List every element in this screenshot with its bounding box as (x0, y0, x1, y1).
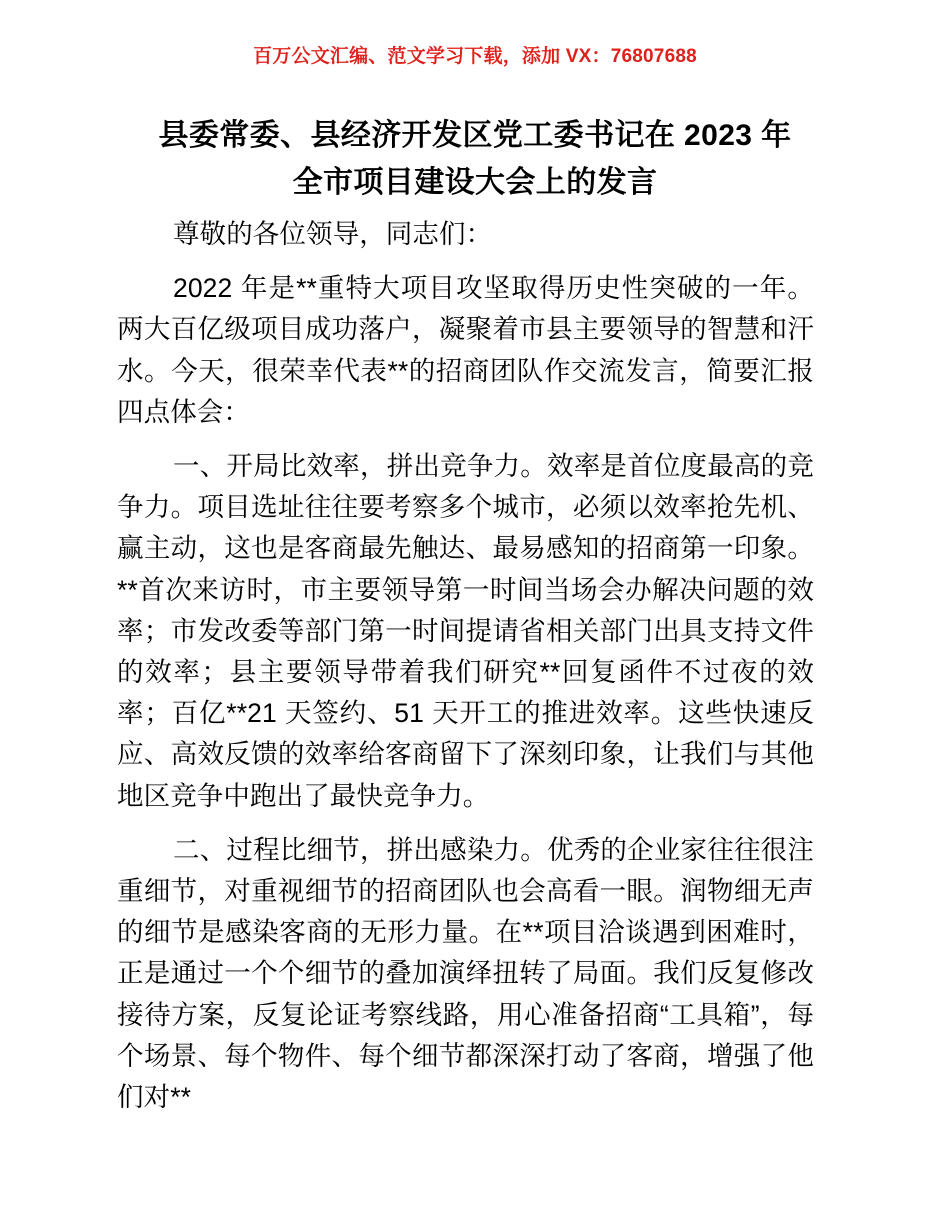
paragraph-intro: 2022 年是**重特大项目攻坚取得历史性突破的一年。两大百亿级项目成功落户，凝聚着市县主要领导的智慧和汗水。今天，很荣幸代表**的招商团队作交流发言，简要汇报四点体会： (117, 273, 814, 427)
page-title (95, 112, 855, 206)
promo-banner: 百万公文汇编、范文学习下载，添加 VX：76807688 (253, 46, 697, 67)
document-body (117, 214, 814, 1122)
paragraph-section-one: 一、开局比效率，拼出竞争力。效率是首位度最高的竞争力。项目选址往往要考察多个城市，必须以效率抢先机、赢主动，这也是客商最先触达、最易感知的招商第一印象。**首次来访时，市主要领导第一时间当场会办解决问题的效率；市发改委等部门第一时间提请省相关部门出具支持文件的效率；县主要领导带着我们研究**回复函件不过夜的效率；百亿**21 天签约、51 天开工的推进效率。这些快速反应、高效反馈的效率给客商留下了深刻印象，让我们与其他地区竞争中跑出了最快竞争力。 (117, 451, 814, 811)
page-title-line-1: 县委常委、县经济开发区党工委书记在 2023 年 (158, 119, 792, 152)
page-title-line-2: 全市项目建设大会上的发言 (292, 166, 658, 199)
paragraph-greeting: 尊敬的各位领导，同志们： (173, 219, 493, 249)
paragraph-section-two: 二、过程比细节，拼出感染力。优秀的企业家往往很注重细节，对重视细节的招商团队也会高看一眼。润物细无声的细节是感染客商的无形力量。在**项目洽谈遇到困难时，正是通过一个个细节的叠加演绎扭转了局面。我们反复修改接待方案，反复论证考察线路，用心准备招商“工具箱”，每个场景、每个物件、每个细节都深深打动了客商，增强了他们对** (117, 834, 814, 1113)
